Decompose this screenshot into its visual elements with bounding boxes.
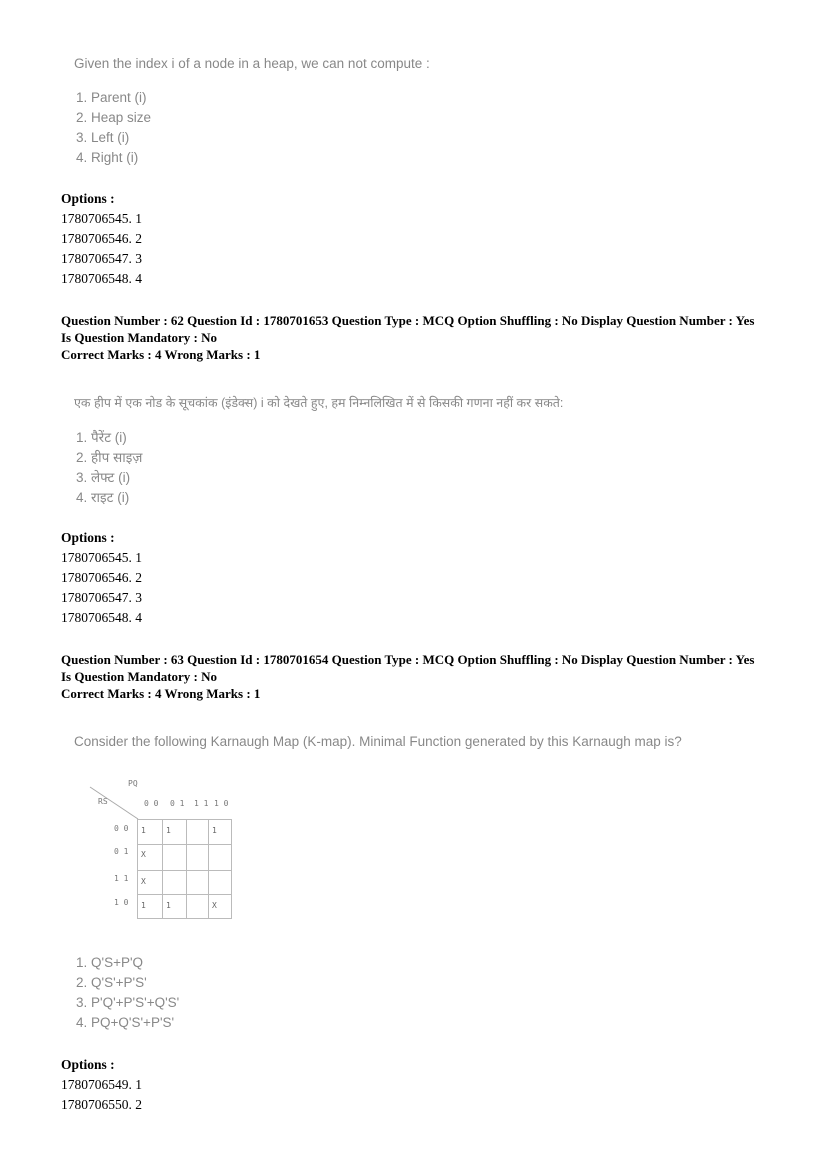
kmap-cell	[187, 871, 209, 895]
kmap-cell	[187, 844, 209, 871]
q62-option-4: 1780706548. 4	[61, 610, 142, 625]
q63-header-line2: Is Question Mandatory : No	[61, 669, 218, 684]
kmap-col-header: 1 1	[194, 799, 209, 808]
q63-question-text: Consider the following Karnaugh Map (K-map). Minimal Function generated by this Karnaugh map is?	[74, 734, 682, 749]
kmap-cell	[187, 820, 209, 845]
q61-option-4: 1780706548. 4	[61, 271, 142, 286]
kmap-cell	[187, 895, 209, 919]
q62-options-label: Options :	[61, 530, 115, 545]
kmap-cell-value: 1	[141, 826, 146, 835]
q63-choice-2: 2. Q'S'+P'S'	[76, 975, 147, 990]
q63-option-2: 1780706550. 2	[61, 1097, 142, 1112]
kmap-cell	[163, 820, 187, 845]
kmap-cell	[163, 844, 187, 871]
kmap-cell	[138, 871, 163, 895]
kmap-cell-value: 1	[212, 826, 217, 835]
kmap-cell	[209, 844, 232, 871]
q63-options-label: Options :	[61, 1057, 115, 1072]
kmap-col-header: 1 0	[214, 799, 229, 808]
kmap-cell	[209, 820, 232, 845]
q61-choice-2: 2. Heap size	[76, 110, 152, 125]
q61-options-label: Options :	[61, 191, 115, 206]
kmap-cell	[138, 844, 163, 871]
kmap-cell-value: X	[141, 877, 146, 886]
kmap-col-header: 0 1	[170, 799, 185, 808]
q61-option-1: 1780706545. 1	[61, 211, 142, 226]
q62-choice-4: 4. राइट (i)	[76, 490, 130, 505]
q62-option-2: 1780706546. 2	[61, 570, 142, 585]
q61-option-2: 1780706546. 2	[61, 231, 142, 246]
q62-header-line3: Correct Marks : 4 Wrong Marks : 1	[61, 347, 261, 362]
kmap-row-header: 1 0	[114, 898, 129, 907]
q62-header-line1: Question Number : 62 Question Id : 1780701653 Question Type : MCQ Option Shuffling : No Display Question Number : Yes	[61, 313, 755, 328]
q61-choice-3: 3. Left (i)	[76, 130, 130, 145]
kmap-cell-value: 1	[166, 901, 171, 910]
q63-choice-4: 4. PQ+Q'S'+P'S'	[76, 1015, 175, 1030]
kmap-cell-value: X	[141, 850, 146, 859]
kmap-cell	[163, 871, 187, 895]
q62-option-1: 1780706545. 1	[61, 550, 142, 565]
kmap-cell-value: 1	[141, 901, 146, 910]
q63-option-1: 1780706549. 1	[61, 1077, 142, 1092]
kmap-col-var: PQ	[128, 779, 138, 788]
kmap-row-header: 0 0	[114, 824, 129, 833]
q62-choice-1: 1. पैरेंट (i)	[76, 430, 127, 445]
kmap-diagonal	[88, 785, 140, 821]
q62-choice-3: 3. लेफ्ट (i)	[76, 470, 131, 485]
kmap-cell	[209, 871, 232, 895]
q61-choice-1: 1. Parent (i)	[76, 90, 147, 105]
q61-question-text: Given the index i of a node in a heap, we can not compute :	[74, 56, 430, 71]
q63-header-line1: Question Number : 63 Question Id : 1780701654 Question Type : MCQ Option Shuffling : No Display Question Number : Yes	[61, 652, 755, 667]
kmap-cell	[138, 895, 163, 919]
kmap-grid	[137, 819, 232, 919]
q63-choice-1: 1. Q'S+P'Q	[76, 955, 144, 970]
kmap-col-header: 0 0	[144, 799, 159, 808]
kmap-cell	[138, 820, 163, 845]
q62-header-line2: Is Question Mandatory : No	[61, 330, 218, 345]
q63-choice-3: 3. P'Q'+P'S'+Q'S'	[76, 995, 180, 1010]
q61-choice-4: 4. Right (i)	[76, 150, 139, 165]
q62-option-3: 1780706547. 3	[61, 590, 142, 605]
kmap-row-header: 0 1	[114, 847, 129, 856]
kmap-cell	[209, 895, 232, 919]
kmap-row-header: 1 1	[114, 874, 129, 883]
kmap-row-var: RS	[98, 797, 108, 806]
q62-choice-2: 2. हीप साइज़	[76, 450, 143, 465]
kmap-cell	[163, 895, 187, 919]
q61-option-3: 1780706547. 3	[61, 251, 142, 266]
kmap-cell-value: X	[212, 901, 217, 910]
kmap-cell-value: 1	[166, 826, 171, 835]
q63-header-line3: Correct Marks : 4 Wrong Marks : 1	[61, 686, 261, 701]
q62-question-text: एक हीप में एक नोड के सूचकांक (इंडेक्स) i को देखते हुए, हम निम्नलिखित में से किसकी गणना नहीं कर सकते:	[74, 396, 564, 410]
